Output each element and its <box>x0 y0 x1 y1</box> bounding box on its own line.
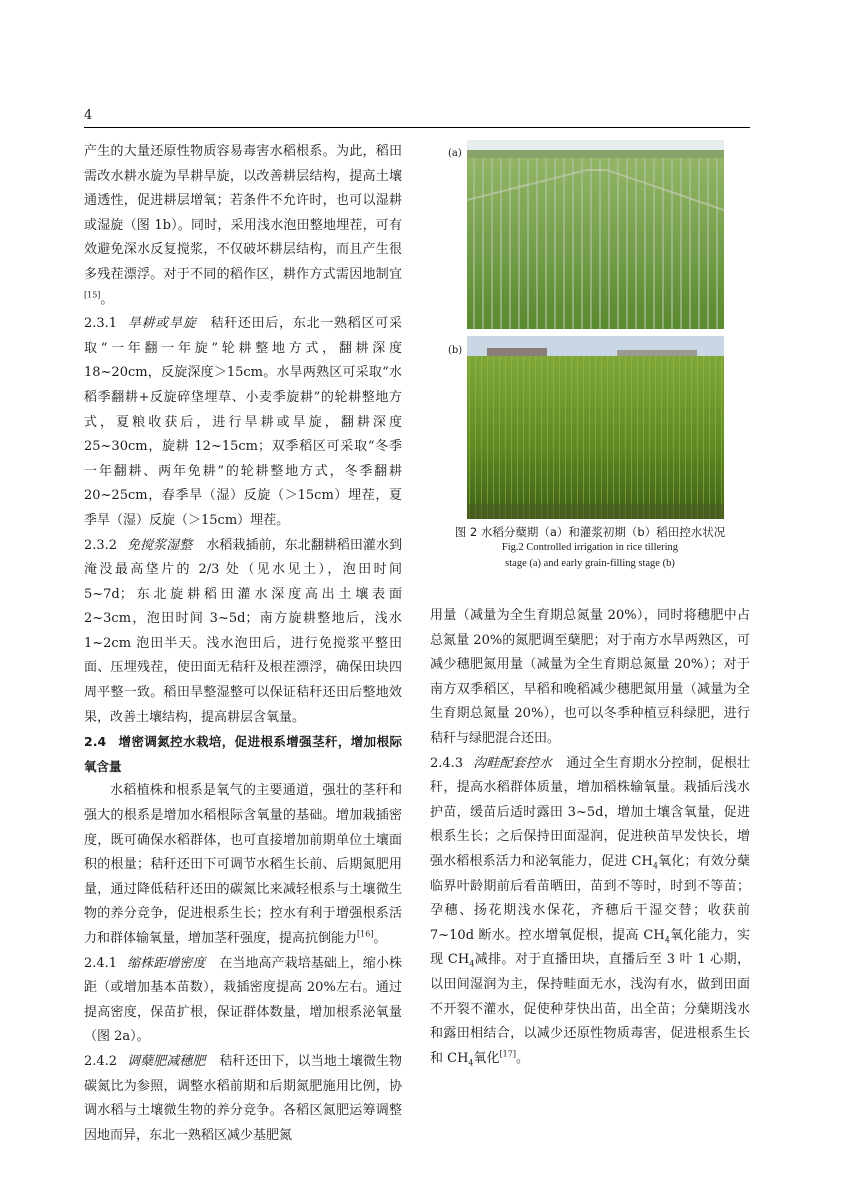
header-rule <box>84 127 750 128</box>
section-2-4-1: 2.4.1 缩株距增密度 在当地高产栽培基础上，缩小株距（或增加基本苗数），栽插密度提高 20%左右。通过提高密度，保苗扩根，保证群体数量，增加根系泌氧量（图 2a）。 <box>84 955 402 1045</box>
page-number: 4 <box>84 108 93 123</box>
figure-caption-en: Fig.2 Controlled irrigation in rice tillering stage (a) and early grain-filling stage (b) <box>501 542 679 569</box>
paragraph-intro: 产生的大量还原性物质容易毒害水稻根系。为此，稻田需改水耕水旋为旱耕旱旋，以改善耕层结构，提高土壤通透性，促进耕层增氧；若条件不允许时，也可以湿耕或湿旋（图 1b）。同时，采用浅水泡田整地埋茬，可有效避免深水反复搅浆，不仅破坏耕层结构，而且产生很多残茬漂浮。对于不同的稻作区，耕作方式需因地制宜[15]。 <box>84 144 402 307</box>
section-2-3-2: 2.3.2 免搅浆湿整 水稻栽插前，东北翻耕稻田灌水到淹没最高垡片的 2/3 处（见水见土），泡田时间 5~7d；东北旋耕稻田灌水深度高出土壤表面 2~3cm，泡田时间 3~5d；南方旋耕整地后，浅水 1~2cm 泡田半天。浅水泡田后，进行免搅浆平整田面、压埋残茬，使田面无秸秆及根茬漂浮，确保田块四周平整一致。稻田旱整湿整可以保证秸秆还田后整地效果，改善土壤结构，提高耕层含氧量。 <box>84 537 402 725</box>
right-column <box>430 604 750 1071</box>
section-2-4-heading: 2.4 增密调氮控水栽培，促进根系增强茎秆，增加根际氧含量 <box>84 734 402 774</box>
figure-label-a: (a) <box>448 148 462 159</box>
left-column <box>84 140 402 1148</box>
rice-field-tillering-photo <box>467 140 724 329</box>
figure-label-b: (b) <box>448 345 463 356</box>
paragraph-2-4: 水稻植株和根系是氧气的主要通道，强壮的茎秆和强大的根系是增加水稻根际含氧量的基础。增加栽插密度，既可确保水稻群体，也可直接增加前期单位土壤面积的根量；秸秆还田下可调节水稻生长前、后期氮肥用量，通过降低秸秆还田的碳氮比来减轻根系与土壤微生物的养分竞争，促进根系生长；控水有利于增强根系活力和群体输氧量，增加茎秆强度，提高抗倒能力[16]。 <box>84 783 402 946</box>
paragraph-continued: 用量（减量为全生育期总氮量 20%），同时将穗肥中占总氮量 20%的氮肥调至蘖肥；对于南方水旱两熟区，可减少穗肥氮用量（减量为全生育期总氮量 20%）；对于南方双季稻区，早稻和晚稻减少穗肥氮用量（减量为全生育期总氮量 20%），也可以冬季种植豆科绿肥，进行秸秆与绿肥混合还田。 <box>430 608 750 746</box>
section-2-3-1: 2.3.1 旱耕或旱旋 秸秆还田后，东北一熟稻区可采取“一年翻一年旋”轮耕整地方式，翻耕深度 18~20cm，反旋深度＞15cm。水旱两熟区可采取“水稻季翻耕+反旋碎垡埋草、小麦季旋耕”的轮耕整地方式，夏粮收获后，进行旱耕或旱旋，翻耕深度 25~30cm，旋耕 12~15cm；双季稻区可采取“冬季一年翻耕、两年免耕”的轮耕整地方式，冬季翻耕 20~25cm，春季旱（湿）反旋（＞15cm）埋茬，夏季旱（湿）反旋（＞15cm）埋茬。 <box>84 316 402 528</box>
section-2-4-2: 2.4.2 调蘖肥减穗肥 秸秆还田下，以当地土壤微生物碳氮比为参照，调整水稻前期和后期氮肥施用比例，协调水稻与土壤微生物的养分竞争。各稻区氮肥运筹调整因地而异，东北一熟稻区减少基肥氮 <box>84 1053 402 1143</box>
figure-caption-zh: 图 2 水稻分蘖期（a）和灌浆初期（b）稻田控水状况 <box>454 525 726 539</box>
section-2-4-3: 2.4.3 沟畦配套控水 通过全生育期水分控制，促根壮秆，提高水稻群体质量，增加稻株输氧量。栽插后浅水护苗，缓苗后适时露田 3~5d，增加土壤含氧量，促进根系生长；之后保持田面湿润，促进秧苗早发快长，增强水稻根系活力和泌氧能力，促进 $CH_4$氧化；有效分蘖临界叶龄期前后看苗晒田，苗到不等时，时到不等苗；孕穗、扬花期浅水保花，齐穗后干湿交替；收获前 7~10d 断水。控水增氧促根，提高 $CH_4$氧化能力，实现 $CH_4$减排。对于直播田块，直播后至 3 叶 1 心期，以田间湿润为主，保持畦面无水，浅沟有水，做到田面不开裂不灌水，促使种芽快出苗，出全苗；分蘖期浅水和露田相结合，以减少还原性物质毒害，促进根系生长和 $CH_4$氧化[17]。 <box>430 755 750 1068</box>
rice-field-grain-filling-photo <box>467 336 724 519</box>
